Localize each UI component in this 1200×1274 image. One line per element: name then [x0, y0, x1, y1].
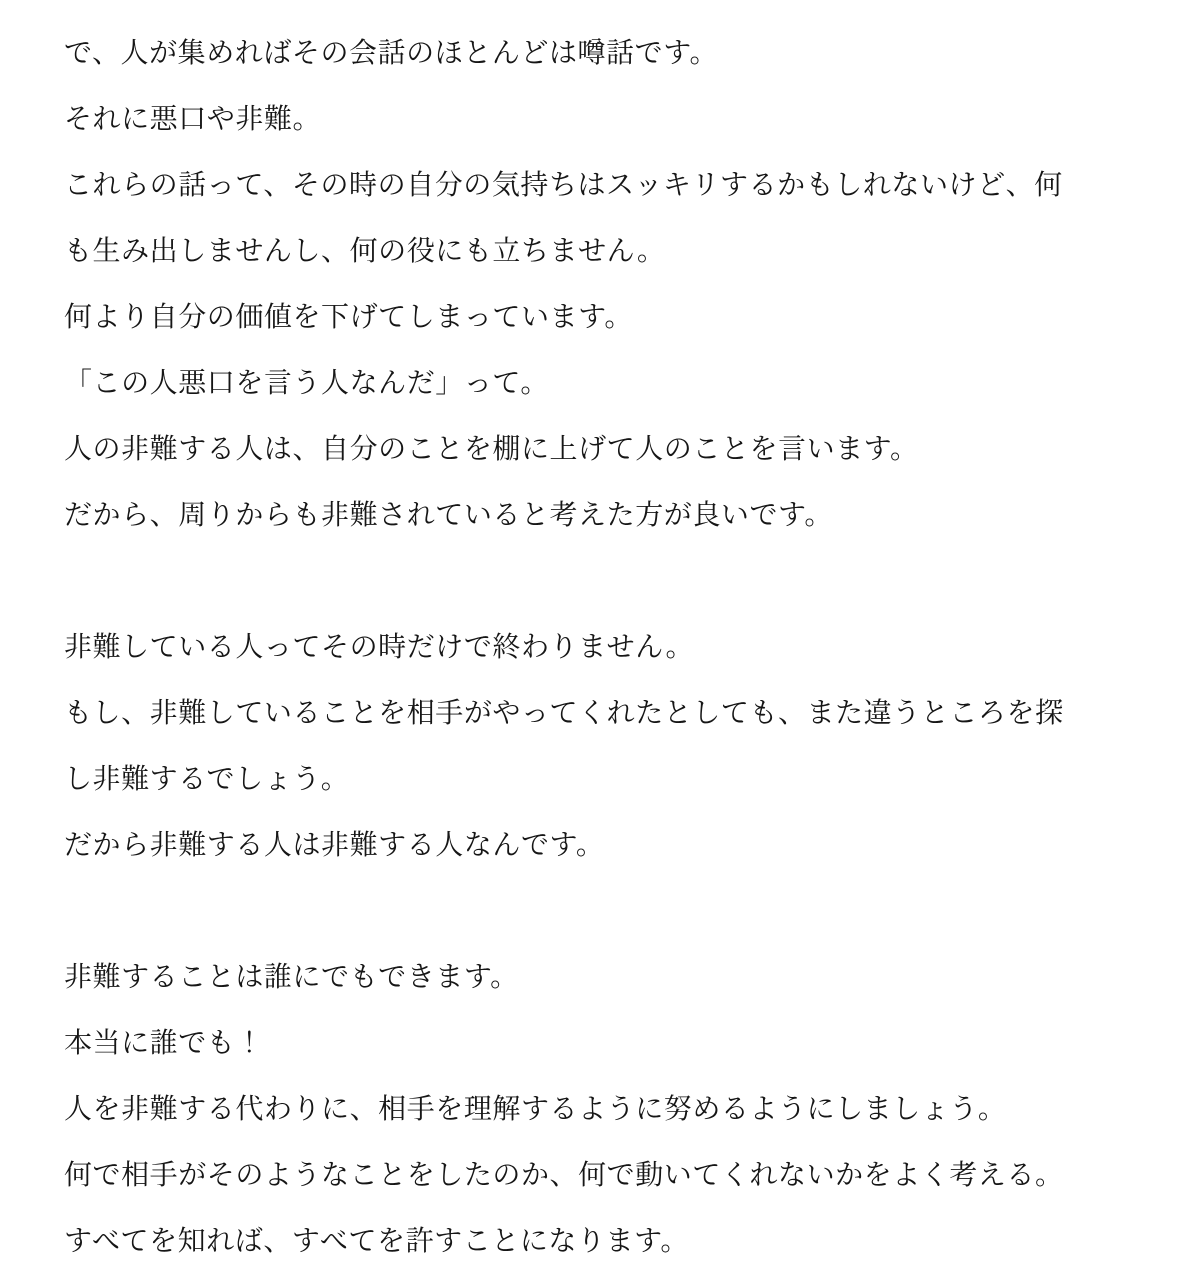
paragraph-spacer [64, 878, 1148, 944]
paragraph-1 [64, 20, 1148, 548]
text-line: もし、非難していることを相手がやってくれたとしても、また違うところを探 [64, 697, 1064, 728]
text-line: で、人が集めればその会話のほとんどは噂話です。 [64, 37, 719, 68]
text-line: すべてを知れば、すべてを許すことになります。 [64, 1225, 689, 1256]
text-line: 非難している人ってその時だけで終わりません。 [64, 631, 695, 662]
paragraph-2 [64, 614, 1148, 878]
text-line: 人の非難する人は、自分のことを棚に上げて人のことを言います。 [64, 433, 919, 464]
text-line: だから非難する人は非難する人なんです。 [64, 829, 605, 860]
text-line: も生み出しませんし、何の役にも立ちません。 [64, 235, 666, 266]
text-line: 何より自分の価値を下げてしまっています。 [64, 301, 633, 332]
text-line: それに悪口や非難。 [64, 103, 322, 134]
text-line: し非難するでしょう。 [64, 763, 350, 794]
paragraph-3 [64, 944, 1148, 1274]
paragraph-spacer [64, 548, 1148, 614]
text-line: 人を非難する代わりに、相手を理解するように努めるようにしましょう。 [64, 1093, 1007, 1124]
text-line: 本当に誰でも！ [64, 1027, 264, 1058]
text-line: 「この人悪口を言う人なんだ」って。 [64, 367, 549, 398]
text-line: これらの話って、その時の自分の気持ちはスッキリするかもしれないけど、何 [64, 169, 1063, 200]
text-line: 非難することは誰にでもできます。 [64, 961, 519, 992]
document-body [64, 20, 1148, 1274]
text-line: だから、周りからも非難されていると考えた方が良いです。 [64, 499, 833, 530]
text-line: 何で相手がそのようなことをしたのか、何で動いてくれないかをよく考える。 [64, 1159, 1064, 1190]
